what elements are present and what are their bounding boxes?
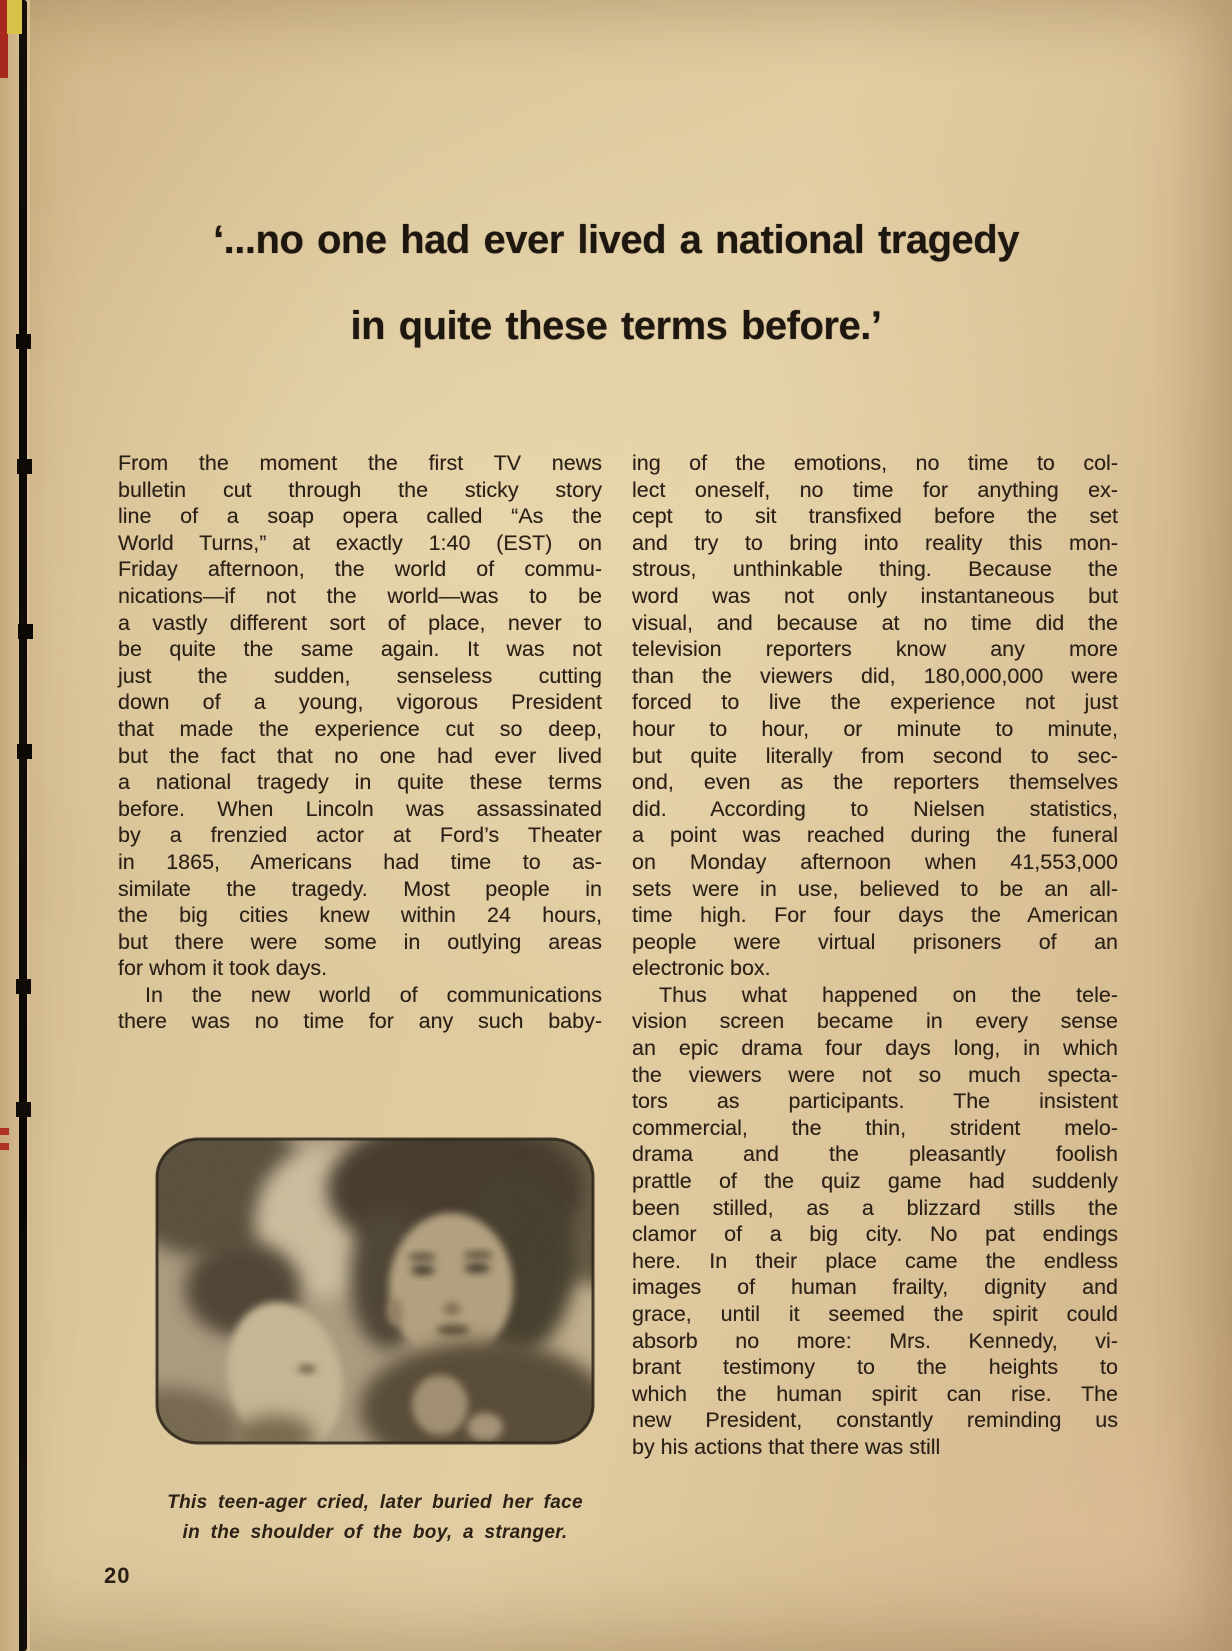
body-text-line: brant testimony to the heights to [632,1355,1118,1380]
body-text-line: hour to hour, or minute to minute, [632,716,1118,741]
body-text-line: a national tragedy in quite these terms [118,770,602,795]
body-text-line: be quite the same again. It was not [118,637,602,662]
body-text-line: the big cities knew within 24 hours, [118,903,602,928]
body-text-line: ond, even as the reporters themselves [632,770,1118,795]
photo-caption [140,1488,610,1548]
body-text-line: there was no time for any such baby- [118,1009,602,1034]
corner-yellow-mark [7,0,22,34]
body-text-line: commercial, the thin, strident melo- [632,1115,1118,1140]
body-text-line: did. According to Nielsen statistics, [632,796,1118,821]
binding-edge [19,0,27,1651]
photo-caption-line-2: in the shoulder of the boy, a stranger. [182,1522,568,1543]
body-text-line: just the sudden, senseless cutting [118,663,602,688]
body-text-line: but there were some in outlying areas [118,929,602,954]
body-text-line: an epic drama four days long, in which [632,1036,1118,1061]
photo-caption-line-1: This teen-ager cried, later buried her face [167,1492,583,1513]
body-text-line: in 1865, Americans had time to as- [118,849,602,874]
body-text-line: by his actions that there was still [632,1434,941,1459]
body-text-line: images of human frailty, dignity and [632,1275,1118,1300]
body-text-line: tors as participants. The insistent [632,1089,1118,1114]
body-text-line: but quite literally from second to sec- [632,743,1118,768]
body-text-line: similate the tragedy. Most people in [118,876,602,901]
body-text-line: time high. For four days the American [632,903,1118,928]
body-text-line: on Monday afternoon when 41,553,000 [632,849,1118,874]
body-text-line: a point was reached during the funeral [632,823,1118,848]
body-text-line: new President, constantly reminding us [632,1408,1118,1433]
body-text-line: and try to bring into reality this mon- [632,530,1118,555]
body-text-line: absorb no more: Mrs. Kennedy, vi- [632,1328,1118,1353]
body-text-line: that made the experience cut so deep, [118,716,602,741]
body-text-line: strous, unthinkable thing. Because the [632,557,1118,582]
body-text-line: here. In their place came the endless [632,1248,1118,1273]
body-text-line: been stilled, as a blizzard stills the [632,1195,1118,1220]
body-text-line: electronic box. [632,956,771,981]
body-text-line: visual, and because at no time did the [632,610,1118,635]
body-text-line: before. When Lincoln was assassinated [118,796,602,821]
body-text-line: From the moment the first TV news [118,451,602,475]
headline-line-2: in quite these terms before.’ [350,304,882,348]
body-text-line: television reporters know any more [632,637,1118,662]
edge-red-marks [0,1128,9,1135]
body-text-line: line of a soap opera called “As the [118,504,602,529]
body-text-line: a vastly different sort of place, never to [118,610,602,635]
body-text-line: drama and the pleasantly foolish [632,1142,1118,1167]
body-text-line: for whom it took days. [118,956,328,981]
body-text-line: forced to live the experience not just [632,690,1118,715]
body-text-line: by a frenzied actor at Ford’s Theater [118,823,602,848]
body-text-line: cept to sit transfixed before the set [632,504,1118,529]
body-text-line: clamor of a big city. No pat endings [632,1222,1118,1247]
body-text-line: the viewers were not so much specta- [632,1062,1118,1087]
tv-still-photo [155,1137,595,1445]
pull-quote-headline [116,218,1116,348]
body-text-line: down of a young, vigorous President [118,690,602,715]
body-text-line: which the human spirit can rise. The [632,1381,1118,1406]
tv-still-photo-image [155,1137,595,1445]
body-text-line: grace, until it seemed the spirit could [632,1302,1118,1326]
body-text-line: Friday afternoon, the world of commu- [118,557,602,582]
body-text-line: vision screen became in every sense [632,1009,1118,1034]
body-text-line: World Turns,” at exactly 1:40 (EST) on [118,530,602,555]
body-text-line: but the fact that no one had ever lived [118,743,602,768]
headline-line-1: ‘...no one had ever lived a national tragedy [213,218,1019,262]
body-text-line: Thus what happened on the tele- [659,982,1118,1007]
body-column-right [632,450,1118,1461]
page-number: 20 [104,1563,131,1588]
body-text-line: nications—if not the world—was to be [118,583,602,608]
body-text-line: people were virtual prisoners of an [632,929,1118,954]
body-text-line: prattle of the quiz game had suddenly [632,1169,1118,1194]
body-text-line: bulletin cut through the sticky story [118,477,602,502]
body-column-left [118,450,602,1035]
body-text-line: word was not only instantaneous but [632,583,1118,608]
body-text-line: ing of the emotions, no time to col- [632,451,1118,475]
body-text-line: In the new world of communications [145,982,602,1007]
body-text-line: than the viewers did, 180,000,000 were [632,663,1118,688]
body-text-line: lect oneself, no time for anything ex- [632,477,1118,502]
body-text-line: sets were in use, believed to be an all- [632,876,1118,901]
